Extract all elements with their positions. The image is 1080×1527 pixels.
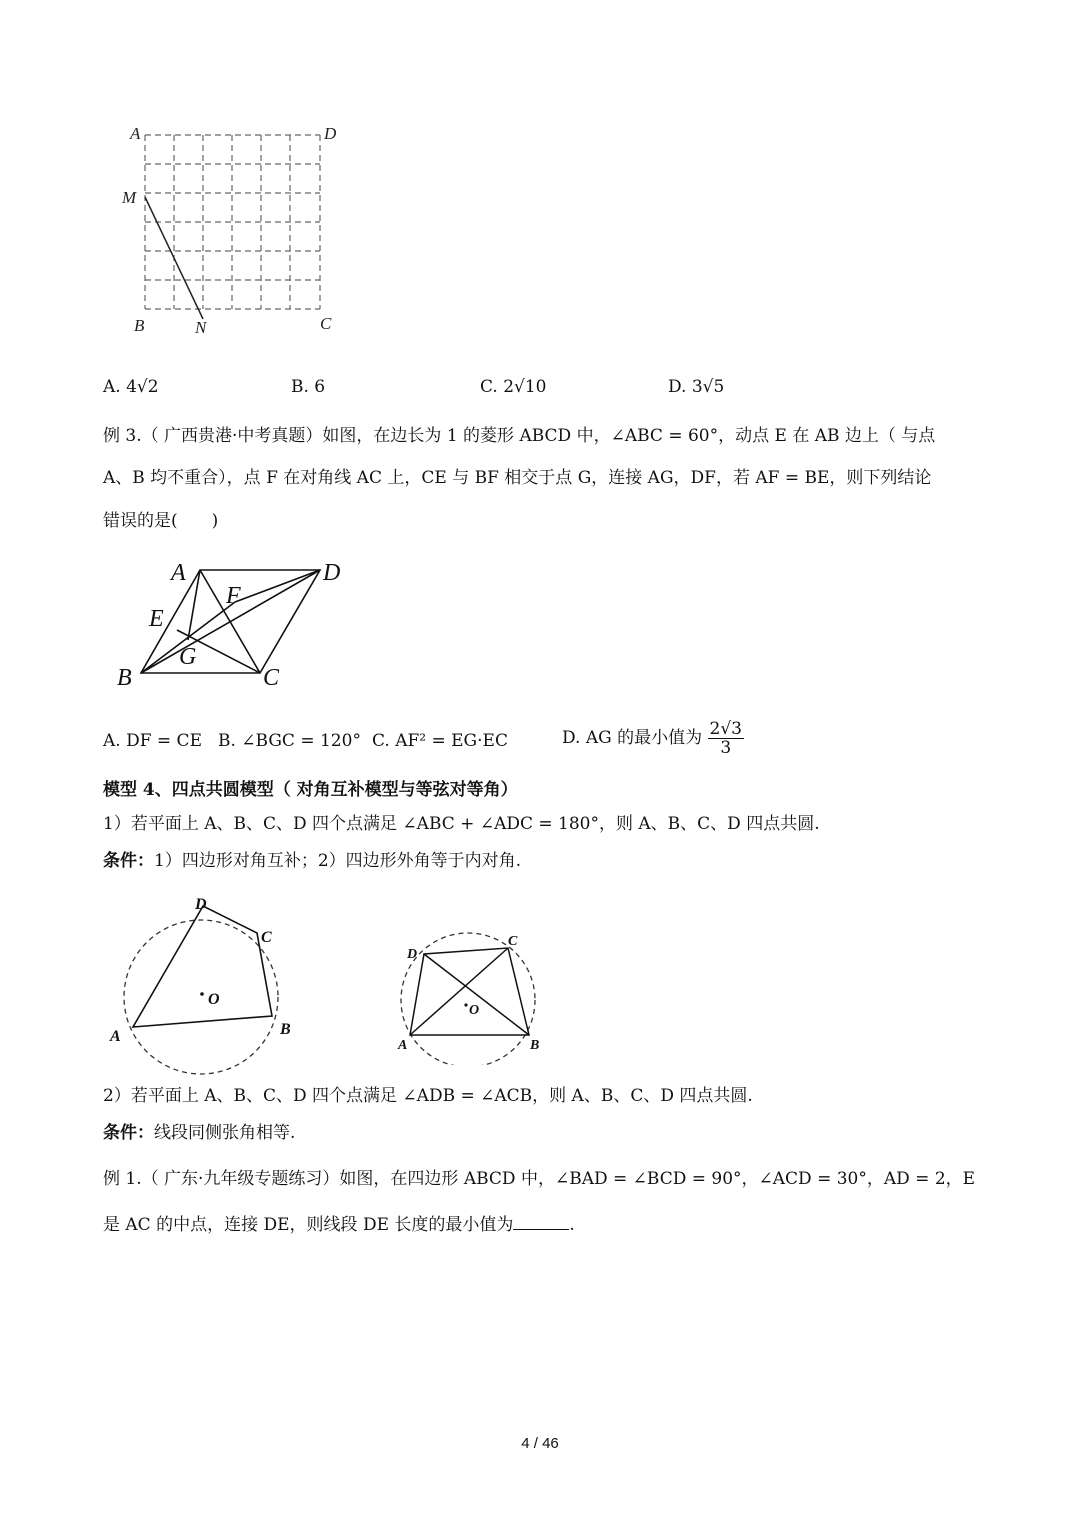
rhombus-figure: [105, 552, 365, 697]
option-d: D. 3√5: [668, 377, 725, 397]
label-m: M: [122, 188, 137, 207]
model4-title: 模型 4、四点共圆模型（ 对角互补模型与等弦对等角）: [103, 780, 518, 800]
label-b: B: [134, 316, 145, 335]
center-point: [200, 992, 204, 996]
label-o: O: [469, 1003, 480, 1018]
label-d: D: [323, 560, 341, 586]
answer-blank: [513, 1211, 569, 1230]
example3-line2: A、B 均不重合），点 F 在对角线 AC 上，CE 与 BF 相交于点 G，连接 AG，DF，若 AF = BE，则下列结论: [103, 468, 932, 488]
label-g: G: [179, 644, 197, 670]
condition-label: 条件：: [103, 851, 154, 871]
option2-b: B. ∠BGC = 120°: [218, 731, 361, 751]
label-a: A: [398, 1038, 408, 1053]
label-b: B: [117, 665, 132, 691]
circle-figure-2: [395, 925, 555, 1065]
label-c: C: [508, 934, 518, 949]
page-number: 4 / 46: [521, 1435, 559, 1452]
condition-text: 1）四边形对角互补；2）四边形外角等于内对角.: [154, 851, 522, 871]
model4-condition2: [103, 1122, 295, 1144]
option2-a: A. DF = CE: [103, 731, 202, 751]
label-c: C: [263, 665, 280, 691]
condition-label: 条件：: [103, 1123, 154, 1143]
example3-line3: 错误的是( ): [103, 511, 219, 531]
label-n: N: [195, 318, 207, 337]
condition-text: 线段同侧张角相等.: [154, 1123, 296, 1143]
model4-rule2: 2）若平面上 A、B、C、D 四个点满足 ∠ADB = ∠ACB，则 A、B、C、D 四点共圆.: [103, 1086, 753, 1106]
example1-line2-text: 是 AC 的中点，连接 DE，则线段 DE 长度的最小值为: [103, 1215, 514, 1235]
option2-d-fraction: [708, 720, 744, 757]
label-c: C: [320, 314, 332, 333]
option2-d-prefix: D. AG 的最小值为: [562, 728, 703, 748]
quadrilateral-abcd: [133, 906, 272, 1027]
example1-line1: 例 1.（ 广东·九年级专题练习）如图，在四边形 ABCD 中，∠BAD = ∠BCD = 90°，∠ACD = 30°，AD = 2，E: [103, 1169, 976, 1189]
label-a: A: [171, 560, 186, 586]
label-f: F: [226, 583, 241, 609]
dashed-circle: [401, 933, 535, 1065]
model4-rule1: 1）若平面上 A、B、C、D 四个点满足 ∠ABC + ∠ADC = 180°，则 A、B、C、D 四点共圆.: [103, 814, 820, 834]
label-d: D: [195, 896, 207, 913]
fraction-denominator: 3: [720, 738, 732, 758]
fraction-numerator: 2√3: [709, 719, 742, 739]
option-c: C. 2√10: [480, 377, 547, 397]
example3-line1: 例 3.（ 广西贵港·中考真题）如图，在边长为 1 的菱形 ABCD 中，∠ABC = 60°，动点 E 在 AB 边上（ 与点: [103, 426, 936, 446]
label-c: C: [261, 929, 272, 946]
example1-line2-end: .: [569, 1215, 575, 1235]
label-e: E: [149, 606, 164, 632]
center-point: [464, 1003, 467, 1006]
option-a: A. 4√2: [103, 377, 159, 397]
label-a: A: [130, 124, 141, 143]
label-d: D: [324, 124, 337, 143]
model4-condition1: [103, 850, 521, 872]
dashed-grid: [145, 135, 320, 309]
label-b: B: [280, 1021, 291, 1038]
circle-figure-1: [100, 888, 300, 1083]
option2-d: [562, 720, 744, 757]
option-b: B. 6: [291, 377, 326, 397]
label-d: D: [407, 947, 418, 962]
label-b: B: [530, 1038, 540, 1053]
option2-c: C. AF² = EG·EC: [372, 731, 508, 751]
grid-figure: [110, 115, 360, 345]
label-a: A: [110, 1028, 121, 1045]
dashed-circle: [124, 920, 278, 1074]
example1-line2: [103, 1211, 575, 1236]
diagonal-ac: [410, 948, 508, 1035]
diagonal-bd: [424, 954, 529, 1035]
label-o: O: [208, 991, 220, 1008]
segment-df: [235, 570, 320, 602]
